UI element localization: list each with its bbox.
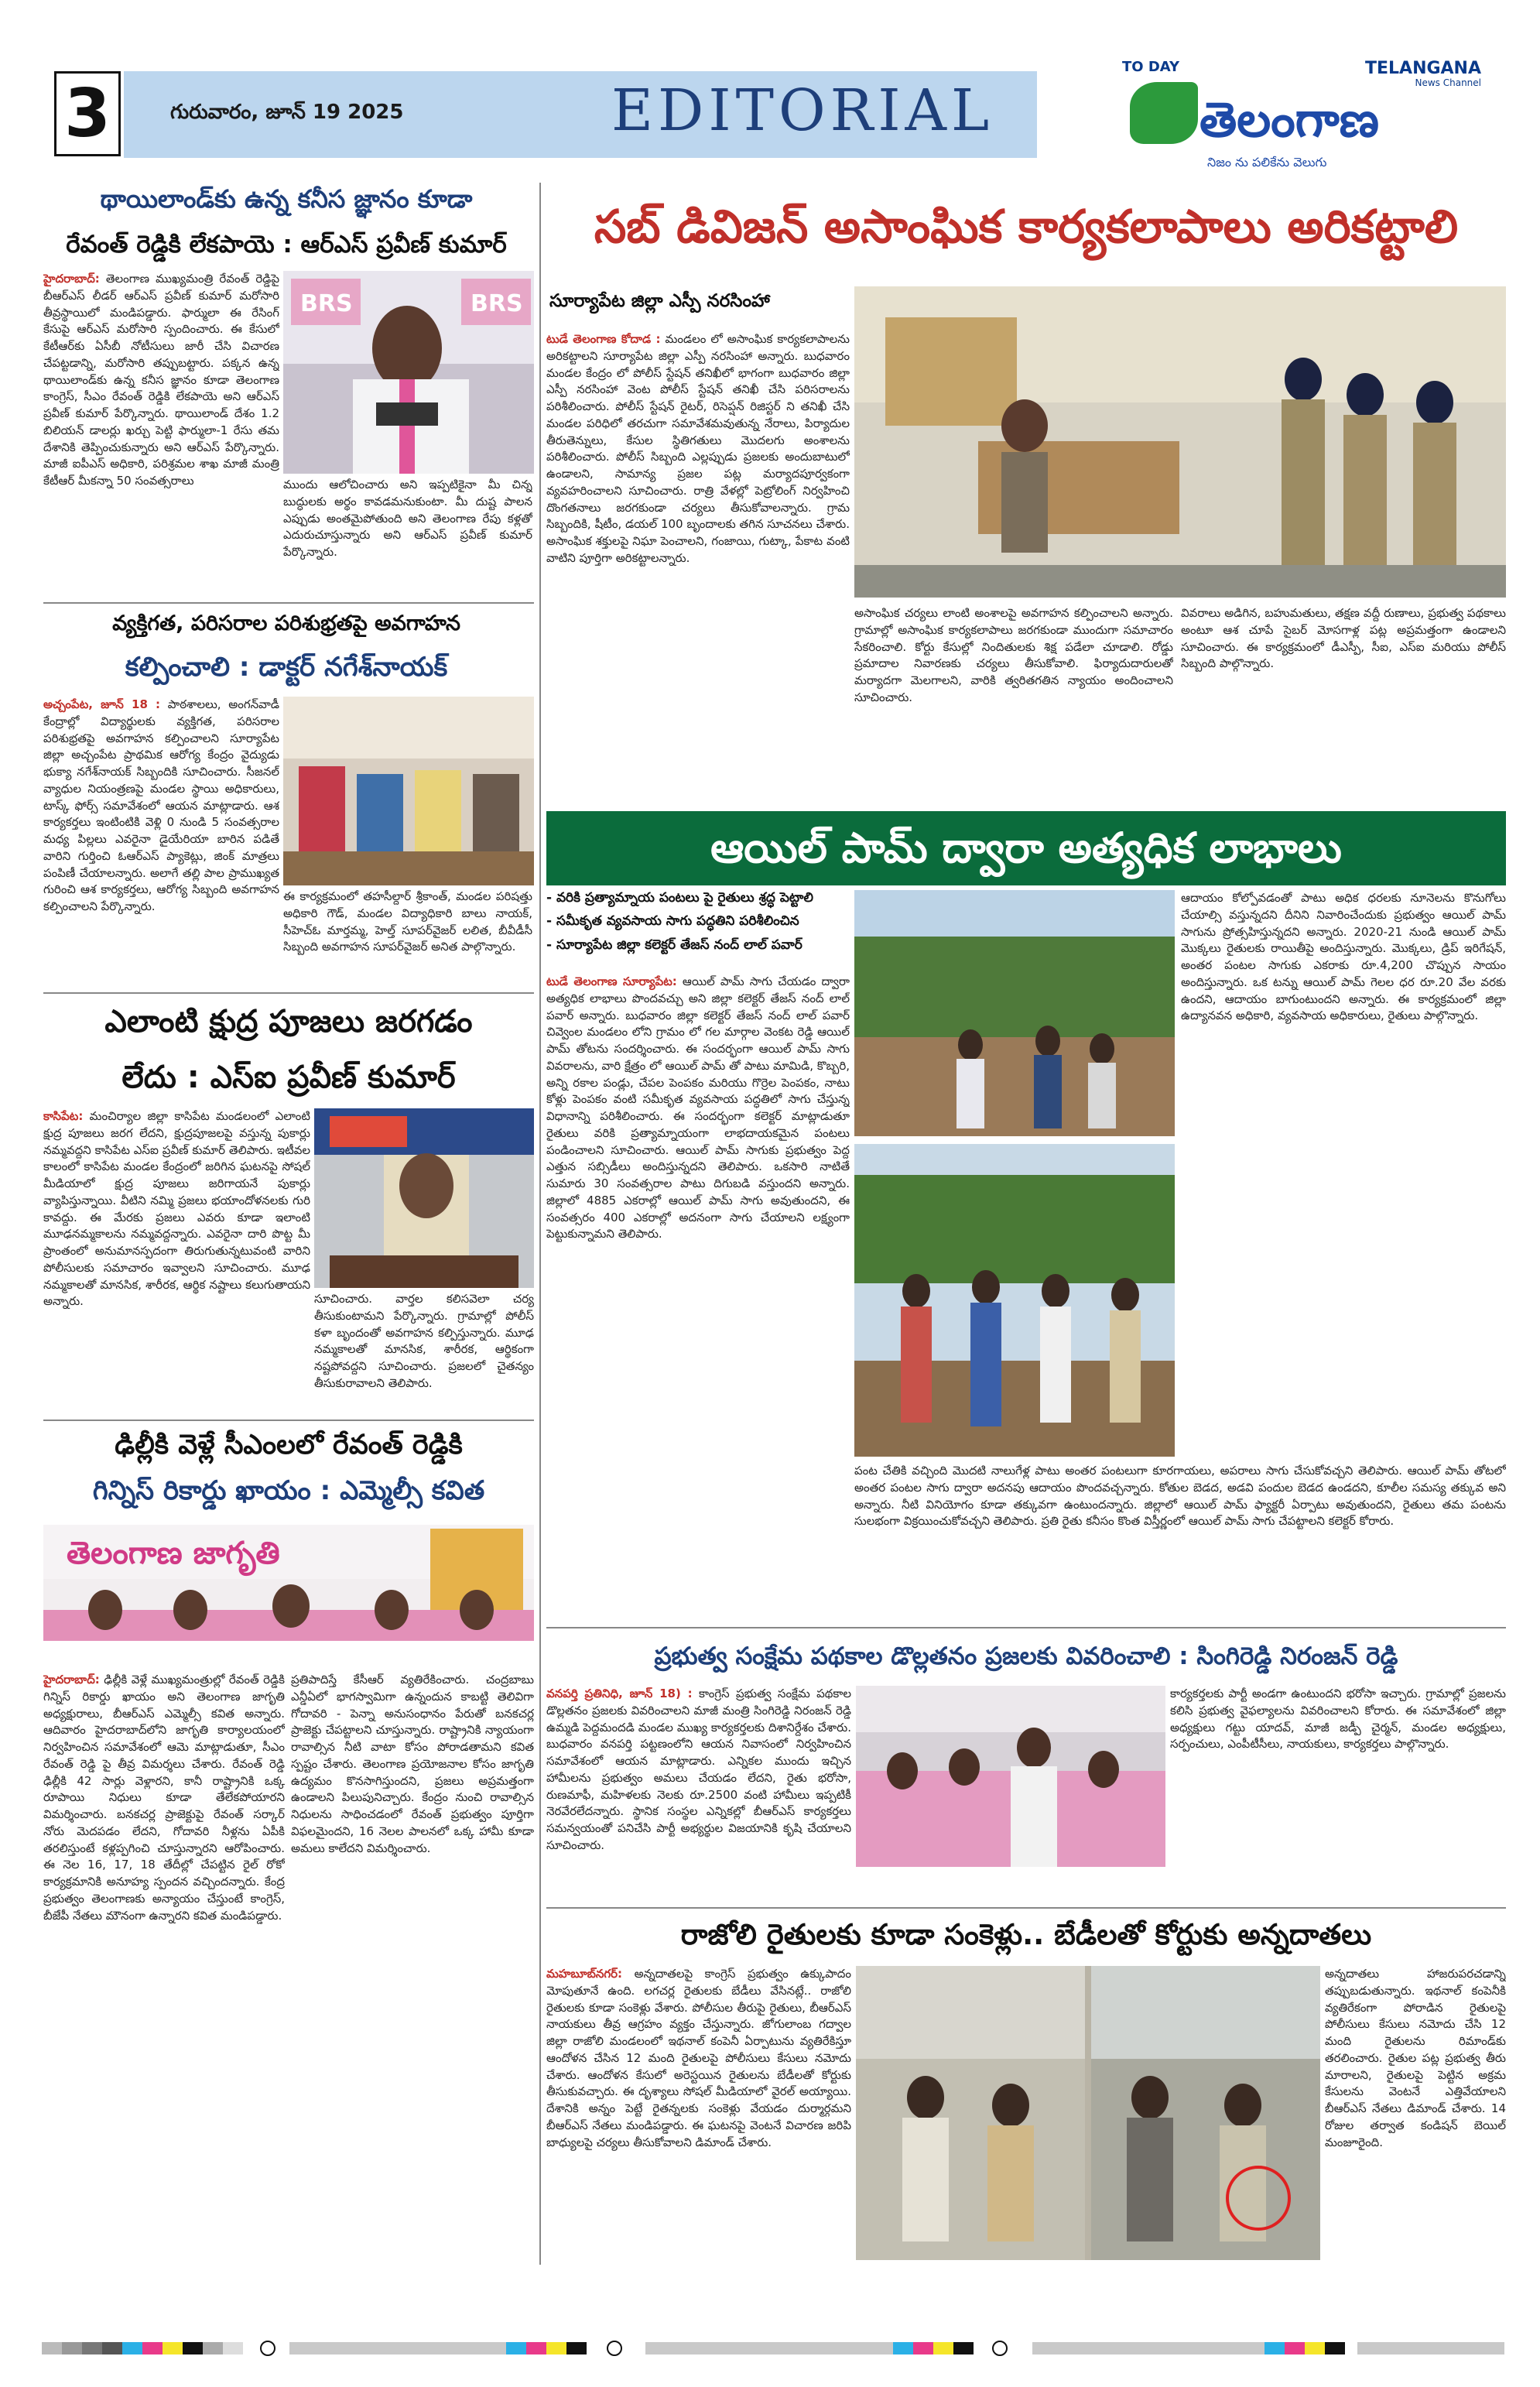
- farmers-photo: [856, 1966, 1320, 2260]
- farmers-dateline: మహబూబ్‌నగర్:: [546, 1967, 623, 1981]
- pujas-dateline: కాసిపేట:: [43, 1109, 84, 1123]
- pujas-text: మంచిర్యాల జిల్లా కాసిపేట మండలంలో ఎలాంటి క్షుద్ర పూజలు జరగ లేదని, క్షుద్రపూజలపై వస్తున్న పుకార్లు నమ్మవద్దని కాసిపేట ఎస్ఐ ప్రవీణ్ కుమార్ తెలిపారు. ఇటీవల కాలంలో కాసిపేట మండల కేంద్రంలో జరిగిన ఘటనపై సోషల్ మీడియాలో క్షుద్ర పూజలు జరిగాయనే పుకార్లు వ్యాపిస్తున్నాయి. వీటిని నమ్మి ప్రజలు భయాందోళనలకు గురి కావద్దు. ఈ మేరకు ప్రజలు ఎవరు కూడా ఇలాంటి మూఢనమ్మకాలను నమ్మవద్దన్నారు. ఎవరైనా దారి పొట్ట మీ ప్రాంతంలో అనుమానస్పదంగా తిరుగుతున్నటువంటి వారిని పోలీసులకు సమాచారం ఇవ్వాలని సూచించారు. మూఢ నమ్మకాలతో మానసిక, శారీరక, ఆర్థిక నష్టాలు కలుగుతాయని అన్నారు.: [43, 1109, 310, 1309]
- logo-tag-right: TELANGANA: [1364, 59, 1481, 78]
- print-color-bar: [42, 2339, 1504, 2358]
- divider: [546, 1627, 1506, 1628]
- oilpalm-photo-2: [854, 1144, 1175, 1457]
- kavitha-photo: [43, 1525, 534, 1666]
- logo-tag-left: TO DAY: [1122, 59, 1180, 75]
- farmers-text: అన్నదాతలపై కాంగ్రెస్ ప్రభుత్వం ఉక్కుపాదం మోపుతూనే ఉంది. లగచర్ల రైతులకు బేడీలు వేసినట్లే.. రాజోలి రైతులకు కూడా సంకెళ్లు వేశారు. పోలీసుల తీరుపై రైతులు, బీఆర్ఎస్ నాయకులు తీవ్ర ఆగ్రహం వ్యక్తం చేస్తున్నారు. జోగులాంబ గద్వాల జిల్లా రాజోలి మండలంలో ఇథనాల్ కంపెనీ ఏర్పాటును వ్యతిరేకిస్తూ ఆందోళన చేసిన 12 మంది రైతులపై పోలీసులు కేసులు నమోదు చేశారు. ఆందోళన కేసులో అరెస్టయిన రైతులను బేడీలతో కోర్టుకు తీసుకువచ్చారు. ఈ దృశ్యాలు సోషల్ మీడియాలో వైరల్ అయ్యాయి. దేశానికి అన్నం పెట్టే రైతన్నలకు సంకెళ్లు వేయడం దుర్మార్గమని బీఆర్ఎస్ నేతలు మండిపడ్డారు. ఈ ఘటనపై వెంటనే విచారణ జరిపి బాధ్యులపై చర్యలు తీసుకోవాలని డిమాండ్ చేశారు.: [546, 1967, 851, 2149]
- thailand-headline-1: థాయిలాండ్‌కు ఉన్న కనీస జ్ఞానం కూడా: [100, 184, 473, 214]
- thailand-dateline: హైదరాబాద్:: [43, 272, 100, 286]
- oilpalm-photo-1: [854, 890, 1175, 1136]
- lead-photo: [854, 286, 1506, 598]
- oilpalm-headline: ఆయిల్ పామ్ ద్వారా అత్యధిక లాభాలు: [710, 824, 1342, 872]
- health-headline-2: కల్పించాలి : డాక్టర్ నగేశ్‌నాయక్: [125, 652, 448, 683]
- kavitha-body: [43, 1672, 285, 2260]
- logo-tag-sub: News Channel: [1415, 77, 1481, 88]
- health-body: [43, 697, 279, 988]
- telangana-map-icon: [1130, 82, 1198, 144]
- pujas-headline-1: ఎలాంటి క్షుద్ర పూజలు జరగడం: [104, 1004, 473, 1039]
- pujas-body-cont: సూచించారు. వార్తల కలిసవెలా చర్య తీసుకుంటామని పేర్కొన్నారు. గ్రామాల్లో పోలీస్ కళా బృందంతో అవగాహన కల్పిస్తున్నారు. మూఢ నమ్మకాలతో మానసిక, శారీరక, ఆర్థికంగా నష్టపోవద్దని సూచించారు. ప్రజలలో చైతన్యం తీసుకురావాలని తెలిపారు.: [314, 1292, 534, 1390]
- lead-body-cont: అసాంఘిక చర్యలు లాంటి అంశాలపై అవగాహన కల్పించాలని అన్నారు. గ్రామాల్లో అసాంఘిక కార్యకలాపాలు జరగకుండా ముందుగా సమాచారం సేకరించాలి. కోర్టు కేసుల్లో నిందితులకు శిక్ష పడేలా చూడాలి. రోడ్డు ప్రమాదాల నివారణకు చర్యలు తీసుకోవాలి. ఫిర్యాదుదారులతో మర్యాదగా మెలగాలని, వారికి త్వరితగతిన న్యాయం అందించాలని సూచించారు.: [854, 606, 1173, 704]
- kavitha-body-cont: ప్రతిపాదిస్తే కేసీఆర్ వ్యతిరేకించారు. చంద్రబాబు ఎన్డీఏలో భాగస్వామిగా ఉన్నందున కాబట్టి తెలివిగా గోదావరి - పెన్నా అనుసంధానం పేరుతో బనకచర్ల ప్రాజెక్టు చేపట్టాలని చూస్తున్నారు. రాష్ట్రానికి న్యాయంగా రావాల్సిన నీటి వాటా కోసం పోరాడతామని కవిత స్పష్టం చేశారు. తెలంగాణ ప్రయోజనాల కోసం జాగృతి ఉద్యమం కొనసాగిస్తుందని, ప్రజలు అప్రమత్తంగా ఉండాలని పిలుపునిచ్చారు. కేంద్రం నుంచి రావాల్సిన నిధులను సాధించడంలో రేవంత్ ప్రభుత్వం పూర్తిగా విఫలమైందని, 16 నెలల పాలనలో ఒక్క హామీ కూడా అమలు కాలేదని విమర్శించారు.: [291, 1673, 534, 1855]
- health-body-cont: ఈ కార్యక్రమంలో తహసీల్దార్ శ్రీకాంత్, మండల పరిషత్తు అధికారి గౌడ్, మండల విద్యాధికారి బాలు నాయక్, సీహెచ్ఓ మార్తమ్మ, హెల్త్ సూపర్‌వైజర్ లలిత, బీవీడీసీ సిబ్బంది అవగాహన సూపర్‌వైజర్ అనిత పాల్గొన్నారు.: [283, 889, 532, 954]
- niranjan-body-cont: కార్యకర్తలకు పార్టీ అండగా ఉంటుందని భరోసా ఇచ్చారు. గ్రామాల్లో ప్రజలను కలిసి ప్రభుత్వ వైఫల్యాలను వివరించాలని కోరారు. ఈ సమావేశంలో జిల్లా అధ్యక్షులు గట్టు యాదవ్, మాజీ జడ్పీ చైర్మన్, మండల అధ్యక్షులు, సర్పంచులు, ఎంపీటీసీలు, నాయకులు, కార్యకర్తలు పాల్గొన్నారు.: [1170, 1687, 1506, 1752]
- farmers-body: [546, 1966, 851, 2263]
- divider: [546, 1907, 1506, 1909]
- svg-text:BRS: BRS: [300, 290, 353, 317]
- farmers-body-cont: అన్నదాతలు హాజరుపరచడాన్ని తప్పుబడుతున్నారు. ఇథనాల్ కంపెనీకి వ్యతిరేకంగా పోరాడిన రైతులపై పోలీసులు కేసులు నమోదు చేసి 12 మంది రైతులను రిమాండ్‌కు తరలించారు. రైతుల పట్ల ప్రభుత్వ తీరు మారాలని, రైతులపై పెట్టిన అక్రమ కేసులను వెంటనే ఎత్తివేయాలని బీఆర్ఎస్ నేతలు డిమాండ్ చేశారు. 14 రోజుల తర్వాత కండిషన్ బెయిల్ మంజూరైంది.: [1325, 1967, 1506, 2149]
- thailand-headline-2: రేవంత్ రెడ్డికి లేకపాయె : ఆర్ఎస్ ప్రవీణ్ కుమార్: [66, 231, 507, 259]
- niranjan-body: [546, 1686, 851, 1899]
- logo-slogan: నిజం ను పలికేను వెలుగు: [1207, 155, 1327, 170]
- kavitha-text: ఢిల్లీకి వెళ్లే ముఖ్యమంత్రుల్లో రేవంత్ రెడ్డికి గిన్నిస్ రికార్డు ఖాయం అని తెలంగాణ జాగృతి అధ్యక్షురాలు, బీఆర్ఎస్ ఎమ్మెల్సీ కవిత అన్నారు. ఆదివారం హైదరాబాద్‌లోని జాగృతి కార్యాలయంలో నిర్వహించిన సమావేశంలో ఆమె మాట్లాడుతూ, సీఎం రేవంత్ రెడ్డి పై తీవ్ర విమర్శలు చేశారు. రేవంత్ రెడ్డి ఢిల్లీకి 42 సార్లు వెళ్లారని, కానీ రాష్ట్రానికి ఒక్క రూపాయి నిధులు కూడా తేలేకపోయారని విమర్శించారు. బనకచర్ల ప్రాజెక్టుపై రేవంత్ సర్కార్ నోరు మెదపడం లేదని, గోదావరి నీళ్లను ఏపీకి తరలిస్తుంటే కళ్లప్పగించి చూస్తున్నారని ఆరోపించారు. ఈ నెల 16, 17, 18 తేదీల్లో చేపట్టిన రైల్ రోకో కార్యక్రమానికి అనూహ్య స్పందన వచ్చిందన్నారు. కేంద్ర ప్రభుత్వం తెలంగాణకు అన్యాయం చేస్తుంటే కాంగ్రెస్, బీజేపీ నేతలు మౌనంగా ఉన్నారని కవిత మండిపడ్డారు.: [43, 1673, 285, 1923]
- niranjan-text: కాంగ్రెస్ ప్రభుత్వ సంక్షేమ పథకాల డొల్లతనం ప్రజలకు వివరించాలని మాజీ మంత్రి సింగిరెడ్డి నిరంజన్ రెడ్డి ఉమ్మడి పెద్దమందడి మండల ముఖ్య కార్యకర్తలకు దిశానిర్దేశం చేశారు. బుధవారం వనపర్తి పట్టణంలోని ఆయన నివాసంలో నిర్వహించిన సమావేశంలో ఆయన మాట్లాడారు. ఎన్నికల ముందు ఇచ్చిన హామీలను ప్రభుత్వం అమలు చేయడం లేదని, రైతు భరోసా, రుణమాఫీ, మహిళలకు నెలకు రూ.2500 వంటి హామీలు ఇప్పటికీ నెరవేరలేదన్నారు. స్థానిక సంస్థల ఎన్నికల్లో బీఆర్ఎస్ కార్యకర్తలు సమన్వయంతో పనిచేసి పార్టీ అభ్యర్థుల విజయానికి కృషి చేయాలని సూచించారు.: [546, 1687, 851, 1852]
- oilpalm-body-cont-2: పంట చేతికి వచ్చింది మొదటి నాలుగేళ్ల పాటు అంతర పంటలుగా కూరగాయలు, అపరాలు సాగు చేసుకోవచ్చని తెలిపారు. ఆయిల్ పామ్ తోటలో అంతర పంటల సాగు ద్వారా అదనపు ఆదాయం పొందవచ్చన్నారు. కోతుల బెడద, అడవి పందుల బెడద ఉండదని, కూలీల సమస్య తక్కువ అని అన్నారు. నీటి వినియోగం కూడా తక్కువగా ఉంటుందన్నారు. జిల్లాలో ఆయిల్ పామ్ ఫ్యాక్టరీ ఏర్పాటు అవుతుందని, రైతులు తమ పంటను సులభంగా విక్రయించుకోవచ్చని తెలిపారు. ప్రతి రైతు కనీసం కొంత విస్తీర్ణంలో ఆయిల్ పామ్ సాగు చేపట్టాలని కలెక్టర్ కోరారు.: [854, 1464, 1506, 1529]
- health-headline-1: వ్యక్తిగత, పరిసరాల పరిశుభ్రతపై అవగాహన: [112, 611, 460, 635]
- lead-byline: సూర్యాపేట జిల్లా ఎస్పీ నరసింహా: [549, 291, 770, 311]
- oilpalm-bullets: [546, 890, 848, 953]
- pujas-headline-2: లేదు : ఎస్ఐ ప్రవీణ్ కుమార్: [121, 1060, 456, 1095]
- pujas-photo: [314, 1108, 534, 1288]
- oilpalm-bullet: - సమీకృత వ్యవసాయ సాగు పద్ధతిని పరిశీలించిన: [546, 913, 799, 930]
- kavitha-photo-caption: తెలంగాణ జాగృతి: [67, 1536, 280, 1571]
- niranjan-dateline: వనపర్తి ప్రతినిధి, జూన్ 18) :: [546, 1687, 693, 1700]
- thailand-photo: [283, 271, 534, 474]
- thailand-text: తెలంగాణ ముఖ్యమంత్రి రేవంత్ రెడ్డిపై బీఆర్ఎస్ లీడర్ ఆర్ఎస్ ప్రవీణ్ కుమార్ మరోసారి తీవ్రస్థాయిలో మండిపడ్డారు. ఫార్ములా ఈ రేసింగ్ కేసుపై ఆర్ఎస్ మరోసారి స్పందించారు. ఈ కేసులో కేటీఆర్‌కు ఏసీబీ నోటీసులు జారీ చేసి విచారణ చేపట్టడాన్ని, మరోసారి తప్పుబట్టారు. పక్కన ఉన్న థాయిలాండ్‌కు ఉన్న కనీస జ్ఞానం కూడా తెలంగాణ కాంగ్రెస్, సీఎం రేవంత్ రెడ్డికి లేకపాయె అని ఆర్ఎస్ ప్రవీణ్ కుమార్ పేర్కొన్నారు. థాయిలాండ్ దేశం 1.2 బిలియన్ డాలర్లు ఖర్చు పెట్టి ఫార్ములా-1 రేసు తమ దేశానికి తెప్పించుకున్నారు అని ఆర్ఎస్ పేర్కొన్నారు. మాజీ ఐపీఎస్ అధికారి, పరిశ్రమల శాఖ మాజీ మంత్రి కేటీఆర్ మీకన్నా 50 సంవత్సరాలు: [43, 272, 279, 488]
- lead-dateline: టుడే తెలంగాణ కోదాడ :: [546, 332, 661, 346]
- farmers-headline: రాజోలి రైతులకు కూడా సంకెళ్లు.. బేడీలతో కోర్టుకు అన్నదాతలు: [680, 1918, 1372, 1951]
- lead-body: [546, 331, 850, 805]
- niranjan-photo: [856, 1686, 1165, 1867]
- oilpalm-body-cont: ఆదాయం కోల్పోవడంతో పాటు అధిక ధరలకు నూనెలను కొనుగోలు చేయాల్సి వస్తున్నదని దీనిని నివారించేందుకు ప్రభుత్వం ఆయిల్ పామ్ సాగును ప్రోత్సహిస్తున్నదని అన్నారు. 2020-21 నుండి ఆయిల్ పామ్ మొక్కలు రైతులకు రాయితీపై అందిస్తున్నారు. మొక్కలు, డ్రిప్ ఇరిగేషన్, అంతర పంటల సాగుకు ఎకరాకు రూ.4,200 చొప్పున సాయం అందిస్తున్నారు. ఒక టన్ను ఆయిల్ పామ్ గెలల ధర రూ.20 వేల వరకు ఉందని, ఆదాయం బాగుంటుందని అన్నారు. ఈ కార్యక్రమంలో జిల్లా ఉద్యానవన అధికారి, వ్యవసాయ అధికారులు, రైతులు పాల్గొన్నారు.: [1181, 891, 1506, 1023]
- health-photo: [283, 697, 534, 885]
- pujas-body: [43, 1108, 310, 1413]
- issue-date: గురువారం, జూన్ 19 2025: [170, 101, 404, 124]
- svg-text:BRS: BRS: [471, 290, 523, 317]
- health-dateline: అచ్చంపేట, జూన్ 18 :: [43, 697, 161, 711]
- oilpalm-body: [546, 974, 850, 1621]
- niranjan-headline: ప్రభుత్వ సంక్షేమ పథకాల డొల్లతనం ప్రజలకు వివరించాలి : సింగిరెడ్డి నిరంజన్ రెడ్డి: [654, 1642, 1398, 1670]
- thailand-body-cont: ముందు ఆలోచించారు అని ఇప్పటికైనా మీ చిన్న బుద్ధులకు అర్థం కావడమనుకుంటా. మీ దుష్ట పాలన ఎప్పుడు అంతమైపోతుంది అని తెలంగాణ రేపు కళ్లతో ఎదురుచూస్తున్నారు అని ఆర్ఎస్ ప్రవీణ్ కుమార్ పేర్కొన్నారు.: [283, 478, 532, 559]
- oilpalm-dateline: టుడే తెలంగాణ సూర్యాపేట:: [546, 974, 677, 988]
- oilpalm-text: ఆయిల్ పామ్ సాగు చేయడం ద్వారా అత్యధిక లాభాలు పొందవచ్చు అని జిల్లా కలెక్టర్ తేజస్ నంద్ లాల్ పవార్ అన్నారు. బుధవారం జిల్లా కలెక్టర్ తేజస్ నంద్ లాల్ పవార్ చివ్వెంల మండలం లోని గ్రామం లో గల మార్గాల వెంకట రెడ్డి ఆయిల్ పామ్ తోటను సందర్శించారు. ఈ సందర్భంగా ఆయిల్ పామ్ సాగు వివరాలను, వారి క్షేత్రం లో ఆయిల్ పామ్ తో పాటు మామిడి, కొబ్బరి, అన్ని రకాల పండ్లు, చేపల పెంపకం మరియు గొర్రెల పెంపకం, నాటు కోళ్లు పెంపకం వంటి సమీకృత వ్యవసాయ పద్ధతిలో సాగు చేస్తున్న విధానాన్ని పరిశీలించారు. ఈ సందర్భంగా కలెక్టర్ మాట్లాడుతూ రైతులు వరికి ప్రత్యామ్నాయంగా లాభదాయకమైన పంటలు పండించాలని సూచించారు. ఆయిల్ పామ్ సాగుకు ప్రభుత్వం పెద్ద ఎత్తున సబ్సిడీలు అందిస్తున్నదని తెలిపారు. ఒకసారి నాటితే సుమారు 30 సంవత్సరాల పాటు దిగుబడి వస్తుందని అన్నారు. జిల్లాలో 4885 ఎకరాల్లో ఆయిల్ పామ్ సాగు అవుతుందని, ఈ సంవత్సరం 400 ఎకరాల్లో అదనంగా సాగు చేయాలని లక్ష్యంగా పెట్టుకున్నామని తెలిపారు.: [546, 974, 850, 1241]
- lead-body-cont-2: వివరాలు అడిగిన, బహుమతులు, తక్షణ వద్దీ రుణాలు, ప్రభుత్వ పథకాలు అంటూ ఆశ చూపే సైబర్ మోసగాళ్ల పట్ల అప్రమత్తంగా ఉండాలని సూచించారు. ఈ కార్యక్రమంలో డీఎస్పీ, సీఐ, ఎస్ఐ మరియు పోలీస్ సిబ్బంది పాల్గొన్నారు.: [1181, 606, 1506, 671]
- oilpalm-bullet: - సూర్యాపేట జిల్లా కలెక్టర్ తేజస్ నంద్ లాల్ పవార్: [546, 937, 803, 953]
- thailand-body: [43, 271, 279, 594]
- logo-name: తెలంగాణ: [1199, 91, 1379, 148]
- lead-text: మండలం లో అసాంఘిక కార్యకలాపాలను అరికట్టాలని సూర్యాపేట జిల్లా ఎస్పీ నరసింహా అన్నారు. బుధవారం మండల కేంద్రం లో పోలీస్ స్టేషన్ తనిఖీలో భాగంగా బుధవారం జిల్లా ఎస్పీ నరసింహా వెంట పోలీస్ స్టేషన్ తనిఖీ చేసి పరిసరాలను పరిశీలించారు. పోలీస్ స్టేషన్ రైటర్, రిసెప్షన్ రిజిస్టర్ ని తనిఖీ చేసి మండల పరిధిలో తరచుగా సమావేశమవుతున్న నేరాలు, పిర్యాదుల తీరుతెన్నులు, కేసుల స్థితిగతులు మొదలగు అంశాలను పరిశీలించారు. పోలీస్ సిబ్బంది ఎల్లప్పుడు ప్రజలకు అందుబాటులో ఉండాలని, సామాన్య ప్రజల పట్ల మర్యాదపూర్వకంగా వ్యవహరించాలని సూచించారు. రాత్రి వేళల్లో పెట్రోలింగ్ నిర్వహించి దొంగతనాలు జరగకుండా చర్యలు తీసుకోవాలన్నారు. గ్రామ సిబ్బందికి, షీటీం, డయల్ 100 బృందాలకు తగిన సూచనలు చేశారు. అసాంఘిక శక్తులపై నిఘా పెంచాలని, గంజాయి, గుట్కా, పేకాట వంటి వాటిని పూర్తిగా అరికట్టాలన్నారు.: [546, 332, 850, 565]
- divider: [43, 602, 534, 604]
- kavitha-headline-2: గిన్నిస్ రికార్డు ఖాయం : ఎమ్మెల్సీ కవిత: [92, 1475, 485, 1506]
- kavitha-headline-1: ఢిల్లీకి వెళ్లే సీఎంలలో రేవంత్ రెడ్డికి: [115, 1430, 463, 1461]
- divider: [43, 1420, 534, 1421]
- newspaper-logo: [1122, 59, 1509, 175]
- divider: [43, 992, 534, 994]
- oilpalm-bullet: - వరికి ప్రత్యామ్నాయ పంటలు పై రైతులు శ్రద్ధ పెట్టాలి: [546, 890, 813, 906]
- health-text: పాఠశాలలు, అంగన్‌వాడీ కేంద్రాల్లో విద్యార్థులకు వ్యక్తిగత, పరిసరాల పరిశుభ్రతపై అవగాహన కల్పించాలని సూర్యాపేట జిల్లా అచ్చంపేట ప్రాథమిక ఆరోగ్య కేంద్రం వైద్యుడు భుక్యా నగేశ్‌నాయక్ సిబ్బందికి సూచించారు. సీజనల్ వ్యాధుల నియంత్రణపై మండల స్థాయి అధికారులు, టాస్క్ ఫోర్స్ సమావేశంలో ఆయన మాట్లాడారు. ఆశ కార్యకర్తలు ఇంటింటికి వెళ్లి 0 నుండి 5 సంవత్సరాల మధ్య పిల్లలు ఎవరైనా డైయేరియా బారిన పడితే వారిని గుర్తించి ఓఆర్ఎస్ ప్యాకెట్లు, జింక్ మాత్రలు పంపిణీ చేయాలన్నారు. అలాగే తల్లి పాల ప్రాముఖ్యత గురించి ఆశ కార్యకర్తలు, ఆరోగ్య సిబ్బంది అవగాహన కల్పించాలని పేర్కొన్నారు.: [43, 697, 279, 913]
- lead-headline: సబ్ డివిజన్ అసాంఘిక కార్యకలాపాలు అరికట్టాలి: [594, 200, 1459, 253]
- section-title: EDITORIAL: [611, 77, 994, 144]
- page-number: 3: [54, 71, 121, 156]
- kavitha-dateline: హైదరాబాద్:: [43, 1673, 100, 1687]
- column-divider: [539, 183, 541, 2265]
